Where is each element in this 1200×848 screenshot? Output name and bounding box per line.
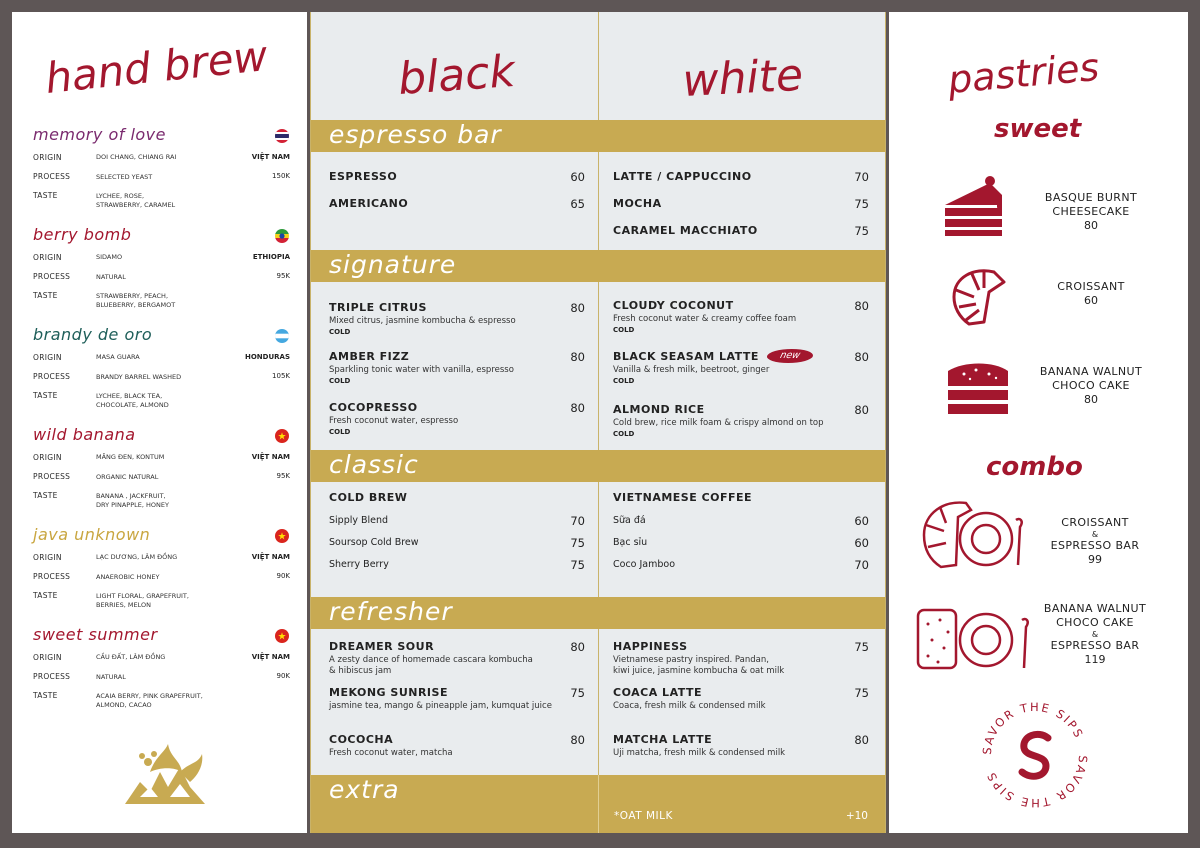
drink-description: Uji matcha, fresh milk & condensed milk [613, 748, 786, 758]
origin-value: MĂNG ĐEN, KONTUM [96, 453, 165, 461]
process-value: BRANDY BARREL WASHED [96, 373, 182, 381]
drink-price: 75 [570, 686, 585, 700]
pastry-price: 80 [1084, 219, 1098, 232]
process-label: PROCESS [33, 272, 71, 281]
process-value: ANAEROBIC HONEY [96, 573, 160, 581]
drink-price: 75 [854, 224, 869, 238]
vietnam-flag-icon [275, 528, 289, 542]
process-label: PROCESS [33, 472, 71, 481]
taste-label: TASTE [33, 491, 58, 500]
country-value: VIỆT NAM [251, 653, 290, 661]
pastry-price: 60 [1084, 294, 1098, 307]
layer-cake-icon [944, 356, 1014, 418]
pastry-name: BANANA WALNUT CHOCO CAKE [1039, 365, 1143, 392]
origin-label: ORIGIN [33, 653, 62, 662]
drink-price: 70 [854, 170, 869, 184]
origin-value: DOI CHANG, CHIANG RAI [96, 153, 177, 161]
drink-name: COCOPRESSO [329, 401, 418, 414]
white-title: white [681, 49, 805, 107]
drink-name: DREAMER SOUR [329, 640, 435, 653]
pastry-name: CROISSANT [1057, 280, 1125, 293]
ethiopia-flag-icon [275, 228, 289, 242]
hand-brew-title: hand brew [42, 30, 270, 104]
combo-title: combo [986, 452, 1083, 482]
drink-name: Sipply Blend [329, 515, 389, 526]
combo-ampersand: & [1091, 630, 1099, 639]
section-band-espresso [311, 120, 885, 152]
drink-description: Vanilla & fresh milk, beetroot, ginger [613, 365, 770, 375]
origin-label: ORIGIN [33, 353, 62, 362]
process-label: PROCESS [33, 672, 71, 681]
drink-name: MEKONG SUNRISE [329, 686, 448, 699]
taste-value: LIGHT FLORAL, GRAPEFRUIT, BERRIES, MELON [96, 592, 189, 609]
process-label: PROCESS [33, 372, 71, 381]
drink-description: A zesty dance of homemade cascara kombucha & hibiscus jam [329, 655, 533, 676]
pastries-title: pastries [946, 44, 1101, 102]
cold-tag: COLD [329, 328, 351, 336]
drink-description: Sparkling tonic water with vanilla, espresso [329, 365, 514, 375]
country-value: HONDURAS [244, 353, 290, 361]
classic-heading: VIETNAMESE COFFEE [613, 491, 753, 504]
drink-price: 80 [854, 733, 869, 747]
drink-description: jasmine tea, mango & pineapple jam, kumquat juice [329, 701, 552, 711]
price-value: 105K [272, 372, 290, 380]
taste-value: LYCHEE, ROSE, STRAWBERRY, CARAMEL [96, 192, 176, 209]
taste-value: ACAIA BERRY, PINK GRAPEFRUIT, ALMOND, CACAO [96, 692, 203, 709]
vietnam-flag-icon [275, 428, 289, 442]
combo-item-name: ESPRESSO BAR [1050, 639, 1140, 652]
drink-name: BLACK SEASAM LATTE [613, 350, 759, 363]
process-value: SELECTED YEAST [96, 173, 153, 181]
drink-price: 70 [570, 514, 585, 528]
drink-description: Cold brew, rice milk foam & crispy almond on top [613, 418, 824, 428]
origin-value: LẠC DƯƠNG, LÂM ĐỒNG [96, 553, 178, 561]
drink-name: CARAMEL MACCHIATO [613, 224, 758, 237]
drink-price: 80 [854, 350, 869, 364]
drink-description: Fresh coconut water & creamy coffee foam [613, 314, 797, 324]
drink-name: LATTE / CAPPUCCINO [613, 170, 752, 183]
price-value: 95K [276, 272, 290, 280]
new-badge: new [765, 349, 815, 363]
coffee-name: berry bomb [33, 225, 132, 244]
price-value: 90K [276, 572, 290, 580]
savor-the-sips-stamp-icon [980, 700, 1090, 810]
taste-label: TASTE [33, 191, 58, 200]
cold-tag: COLD [613, 430, 635, 438]
extra-oat-milk: *OAT MILK [614, 810, 673, 822]
classic-heading: COLD BREW [329, 491, 408, 504]
country-value: VIỆT NAM [251, 453, 290, 461]
black-title: black [396, 45, 517, 105]
drink-name: Sữa đá [613, 515, 646, 526]
drink-name: MOCHA [613, 197, 662, 210]
thailand-flag-icon [275, 128, 289, 142]
section-title-espresso: espresso bar [329, 120, 502, 149]
drink-price: 80 [570, 640, 585, 654]
coffee-name: brandy de oro [33, 325, 153, 344]
country-value: VIỆT NAM [251, 553, 290, 561]
pastry-name: BASQUE BURNT CHEESECAKE [1044, 191, 1138, 218]
coffee-name: wild banana [33, 425, 136, 444]
drink-price: 75 [854, 197, 869, 211]
vietnam-flag-icon [275, 628, 289, 642]
taste-label: TASTE [33, 691, 58, 700]
origin-label: ORIGIN [33, 453, 62, 462]
coffee-name: java unknown [33, 525, 151, 544]
drink-name: TRIPLE CITRUS [329, 301, 427, 314]
extra-divider [598, 775, 599, 833]
origin-value: CẦU ĐẤT, LÂM ĐỒNG [96, 653, 166, 661]
drink-price: 70 [854, 558, 869, 572]
drink-name: COCOCHA [329, 733, 394, 746]
drink-description: Mixed citrus, jasmine kombucha & espresso [329, 316, 516, 326]
combo-item-name: CROISSANT [1061, 516, 1129, 529]
cold-tag: COLD [613, 326, 635, 334]
process-value: NATURAL [96, 673, 126, 681]
origin-label: ORIGIN [33, 553, 62, 562]
sweet-title: sweet [994, 114, 1082, 144]
cold-tag: COLD [329, 428, 351, 436]
section-title-extra: extra [329, 775, 400, 804]
process-label: PROCESS [33, 572, 71, 581]
combo-price: 119 [1084, 653, 1106, 666]
drink-name: ALMOND RICE [613, 403, 705, 416]
combo-price: 99 [1088, 553, 1102, 566]
taste-label: TASTE [33, 291, 58, 300]
drink-price: 75 [854, 640, 869, 654]
origin-value: SIDAMO [96, 253, 123, 261]
drink-name: CLOUDY COCONUT [613, 299, 734, 312]
drink-description: Vietnamese pastry inspired. Pandan, kiwi juice, jasmine kombucha & oat milk [613, 655, 785, 676]
croissant-icon [944, 262, 1014, 332]
section-band-refresher [311, 597, 885, 629]
drink-price: 65 [570, 197, 585, 211]
country-value: ETHIOPIA [252, 253, 290, 261]
price-value: 150K [272, 172, 290, 180]
section-band-classic [311, 450, 885, 482]
drink-price: 80 [570, 350, 585, 364]
taste-value: BANANA , JACKFRUIT, DRY PINAPPLE, HONEY [96, 492, 169, 509]
origin-value: MASA GUARA [96, 353, 140, 361]
drink-description: Coaca, fresh milk & condensed milk [613, 701, 766, 711]
drink-price: 60 [570, 170, 585, 184]
drink-price: 80 [854, 299, 869, 313]
honduras-flag-icon [275, 328, 289, 342]
cold-tag: COLD [613, 377, 635, 385]
extra-oat-milk-price: +10 [845, 810, 868, 822]
drink-name: ESPRESSO [329, 170, 398, 183]
drink-description: Fresh coconut water, matcha [329, 748, 453, 758]
drink-name: AMBER FIZZ [329, 350, 410, 363]
combo-item-name: ESPRESSO BAR [1050, 539, 1140, 552]
brand-logo-icon [120, 742, 210, 812]
taste-value: STRAWBERRY, PEACH, BLUEBERRY, BERGAMOT [96, 292, 176, 309]
drink-description: Fresh coconut water, espresso [329, 416, 459, 426]
process-value: ORGANIC NATURAL [96, 473, 159, 481]
origin-label: ORIGIN [33, 153, 62, 162]
drink-price: 75 [854, 686, 869, 700]
drink-price: 80 [570, 301, 585, 315]
drink-name: COACA LATTE [613, 686, 702, 699]
drink-price: 60 [854, 536, 869, 550]
svg-text:SAVOR THE SIPS: SAVOR THE SIPS [983, 754, 1090, 810]
drink-name: Soursop Cold Brew [329, 537, 419, 548]
coffee-name: sweet summer [33, 625, 158, 644]
section-band-signature [311, 250, 885, 282]
price-value: 95K [276, 472, 290, 480]
taste-label: TASTE [33, 591, 58, 600]
coffee-name: memory of love [33, 125, 166, 144]
country-value: VIỆT NAM [251, 153, 290, 161]
drink-name: Sherry Berry [329, 559, 389, 570]
origin-label: ORIGIN [33, 253, 62, 262]
drink-name: AMERICANO [329, 197, 409, 210]
combo-item-name: BANANA WALNUT CHOCO CAKE [1043, 602, 1147, 629]
drink-price: 75 [570, 536, 585, 550]
drink-name: Coco Jamboo [613, 559, 676, 570]
taste-value: LYCHEE, BLACK TEA, CHOCOLATE, ALMOND [96, 392, 169, 409]
drink-price: 80 [854, 403, 869, 417]
drink-name: MATCHA LATTE [613, 733, 713, 746]
process-value: NATURAL [96, 273, 126, 281]
drink-price: 80 [570, 401, 585, 415]
croissant-coffee-icon [916, 495, 1036, 575]
cake-slice-icon [940, 175, 1010, 240]
section-title-refresher: refresher [329, 597, 453, 626]
svg-text:SAVOR THE SIPS: SAVOR THE SIPS [980, 700, 1087, 756]
taste-label: TASTE [33, 391, 58, 400]
price-value: 90K [276, 672, 290, 680]
drink-price: 60 [854, 514, 869, 528]
combo-ampersand: & [1091, 530, 1099, 539]
cold-tag: COLD [329, 377, 351, 385]
section-title-signature: signature [329, 250, 457, 279]
section-title-classic: classic [329, 450, 419, 479]
cake-coffee-icon [914, 604, 1034, 674]
drink-price: 75 [570, 558, 585, 572]
drink-name: HAPPINESS [613, 640, 688, 653]
drink-name: Bạc sỉu [613, 537, 648, 548]
process-label: PROCESS [33, 172, 71, 181]
pastry-price: 80 [1084, 393, 1098, 406]
drink-price: 80 [570, 733, 585, 747]
